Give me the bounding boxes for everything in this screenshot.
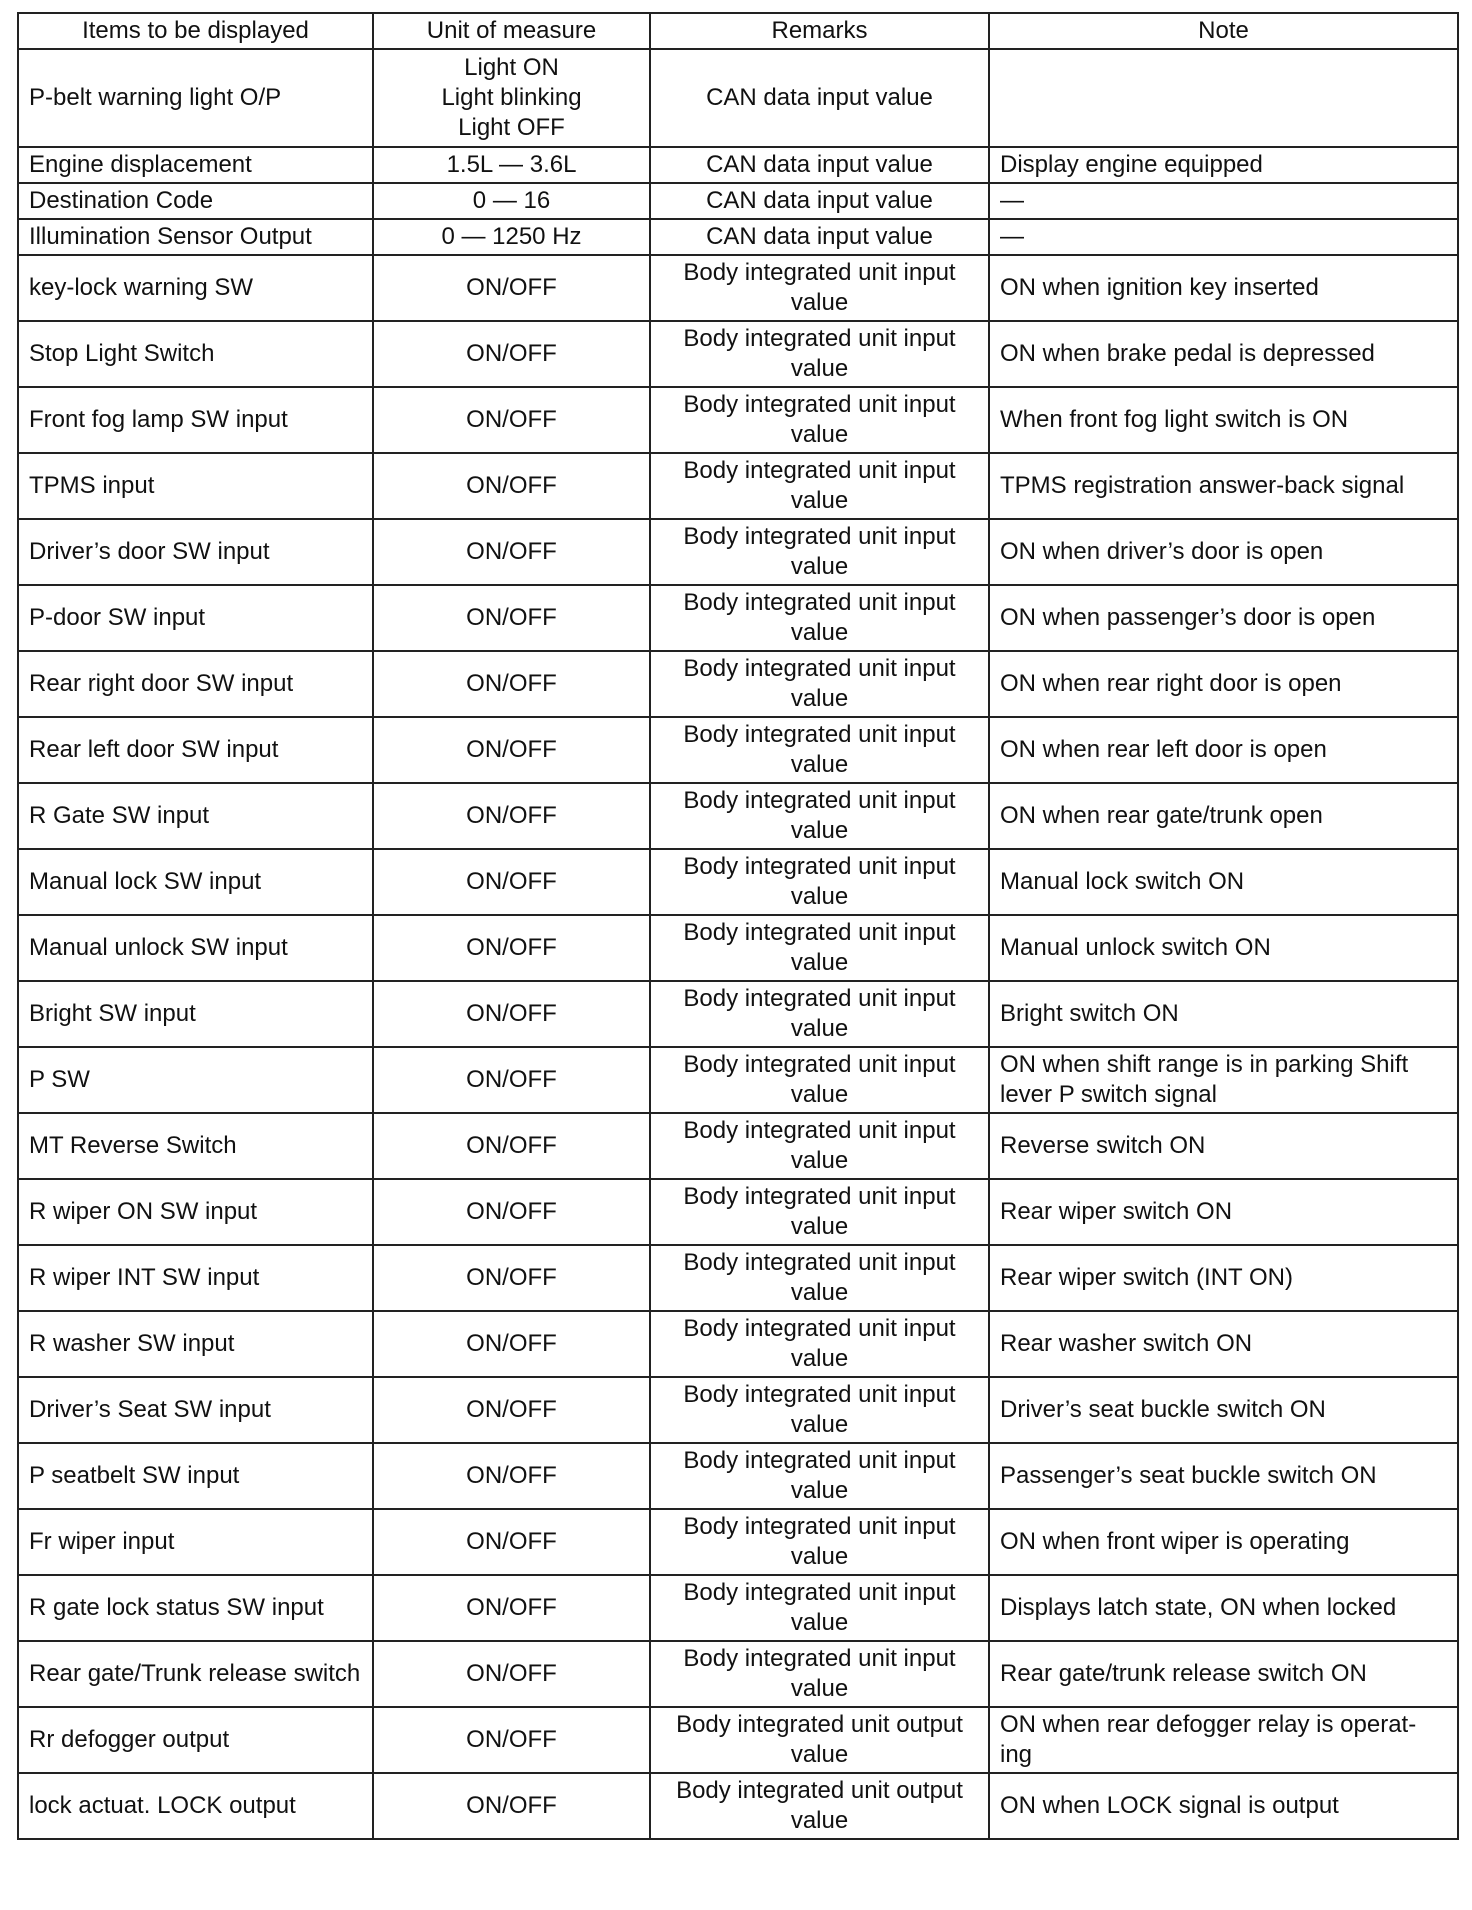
remark-cell: Body integrated unit input value	[650, 387, 989, 453]
table-row	[18, 915, 1458, 981]
remark-cell: Body integrated unit input value	[650, 651, 989, 717]
unit-cell	[373, 717, 650, 783]
remark-cell: Body integrated unit input value	[650, 453, 989, 519]
unit-value: ON/OFF	[466, 538, 557, 565]
table-row	[18, 849, 1458, 915]
unit-cell	[373, 981, 650, 1047]
remark-cell: Body integrated unit input value	[650, 1641, 989, 1707]
note-cell: Reverse switch ON	[989, 1113, 1458, 1179]
note-cell: Rear washer switch ON	[989, 1311, 1458, 1377]
table-row	[18, 387, 1458, 453]
item-cell: R gate lock status SW input	[18, 1575, 373, 1641]
item-cell: Stop Light Switch	[18, 321, 373, 387]
item-cell: MT Reverse Switch	[18, 1113, 373, 1179]
remark-cell: Body integrated unit input value	[650, 717, 989, 783]
remark-cell: Body integrated unit input value	[650, 1047, 989, 1113]
unit-cell	[373, 1443, 650, 1509]
unit-cell	[373, 783, 650, 849]
unit-value: ON/OFF	[466, 1792, 557, 1819]
table-row	[18, 783, 1458, 849]
remark-cell: Body integrated unit input value	[650, 321, 989, 387]
item-cell: R Gate SW input	[18, 783, 373, 849]
unit-value: 0 — 16	[472, 187, 551, 214]
table-row	[18, 717, 1458, 783]
unit-cell	[373, 183, 650, 219]
unit-value: 1.5L — 3.6L	[446, 151, 577, 178]
remark-cell: Body integrated unit input value	[650, 1443, 989, 1509]
item-cell: key-lock warning SW	[18, 255, 373, 321]
unit-value: ON/OFF	[466, 868, 557, 895]
unit-value: ON/OFF	[466, 1330, 557, 1357]
unit-value: ON/OFF	[466, 1594, 557, 1621]
remark-cell: Body integrated unit input value	[650, 981, 989, 1047]
unit-cell	[373, 1773, 650, 1839]
note-cell: —	[989, 219, 1458, 255]
note-cell: ON when rear defogger relay is operat-ing	[989, 1707, 1458, 1773]
unit-value: ON/OFF	[466, 736, 557, 763]
table-row	[18, 255, 1458, 321]
unit-value: ON/OFF	[466, 934, 557, 961]
unit-cell	[373, 519, 650, 585]
unit-cell	[373, 1641, 650, 1707]
note-cell: ON when ignition key inserted	[989, 255, 1458, 321]
table-row	[18, 1245, 1458, 1311]
unit-cell	[373, 1179, 650, 1245]
remark-cell: Body integrated unit input value	[650, 1113, 989, 1179]
item-cell: Manual lock SW input	[18, 849, 373, 915]
remark-cell: Body integrated unit input value	[650, 783, 989, 849]
unit-cell	[373, 147, 650, 183]
unit-value: ON/OFF	[466, 1528, 557, 1555]
unit-value: ON/OFF	[466, 1396, 557, 1423]
table-row	[18, 1047, 1458, 1113]
table-row	[18, 1443, 1458, 1509]
remark-cell: CAN data input value	[650, 147, 989, 183]
table-row	[18, 1707, 1458, 1773]
unit-value: ON/OFF	[466, 802, 557, 829]
remark-cell: CAN data input value	[650, 183, 989, 219]
unit-value: ON/OFF	[466, 1660, 557, 1687]
item-cell: Destination Code	[18, 183, 373, 219]
unit-value: 0 — 1250 Hz	[441, 223, 582, 250]
remark-cell: Body integrated unit input value	[650, 585, 989, 651]
remark-cell: CAN data input value	[650, 49, 989, 147]
remark-cell: Body integrated unit input value	[650, 1509, 989, 1575]
unit-cell	[373, 1707, 650, 1773]
note-cell: ON when shift range is in parking Shift lever P switch signal	[989, 1047, 1458, 1113]
note-cell: —	[989, 183, 1458, 219]
unit-value: ON/OFF	[466, 670, 557, 697]
note-cell: ON when brake pedal is depressed	[989, 321, 1458, 387]
note-cell: ON when rear right door is open	[989, 651, 1458, 717]
unit-cell	[373, 453, 650, 519]
unit-cell	[373, 1377, 650, 1443]
item-cell: lock actuat. LOCK output	[18, 1773, 373, 1839]
unit-value: ON/OFF	[466, 1264, 557, 1291]
unit-cell	[373, 49, 650, 147]
unit-cell	[373, 1047, 650, 1113]
note-cell: ON when driver’s door is open	[989, 519, 1458, 585]
unit-value: ON/OFF	[466, 1198, 557, 1225]
unit-value: ON/OFF	[466, 340, 557, 367]
table-row	[18, 981, 1458, 1047]
unit-cell	[373, 219, 650, 255]
header-remarks: Remarks	[650, 13, 989, 49]
unit-value: ON/OFF	[466, 1132, 557, 1159]
note-cell: Display engine equipped	[989, 147, 1458, 183]
table-row	[18, 1377, 1458, 1443]
table-row	[18, 49, 1458, 147]
item-cell: P-door SW input	[18, 585, 373, 651]
remark-cell: Body integrated unit output value	[650, 1707, 989, 1773]
table-row	[18, 219, 1458, 255]
item-cell: TPMS input	[18, 453, 373, 519]
note-cell: TPMS registration answer-back signal	[989, 453, 1458, 519]
note-cell: ON when front wiper is operating	[989, 1509, 1458, 1575]
table-row	[18, 1509, 1458, 1575]
item-cell: R washer SW input	[18, 1311, 373, 1377]
table-row	[18, 1575, 1458, 1641]
item-cell: P SW	[18, 1047, 373, 1113]
note-cell: When front fog light switch is ON	[989, 387, 1458, 453]
item-cell: R wiper INT SW input	[18, 1245, 373, 1311]
unit-value: ON/OFF	[466, 1462, 557, 1489]
unit-cell	[373, 1509, 650, 1575]
unit-cell	[373, 255, 650, 321]
note-cell	[989, 49, 1458, 147]
item-cell: Driver’s door SW input	[18, 519, 373, 585]
unit-cell	[373, 1575, 650, 1641]
table-row	[18, 519, 1458, 585]
header-note: Note	[989, 13, 1458, 49]
table-row	[18, 585, 1458, 651]
unit-value: ON/OFF	[466, 1000, 557, 1027]
note-cell: Rear wiper switch ON	[989, 1179, 1458, 1245]
remark-cell: Body integrated unit input value	[650, 849, 989, 915]
unit-cell	[373, 321, 650, 387]
note-cell: Driver’s seat buckle switch ON	[989, 1377, 1458, 1443]
unit-cell	[373, 651, 650, 717]
table-row	[18, 453, 1458, 519]
item-cell: Rear left door SW input	[18, 717, 373, 783]
unit-value: Light OFF	[458, 114, 565, 141]
unit-cell	[373, 585, 650, 651]
unit-value: Light ON	[464, 54, 559, 81]
remark-cell: Body integrated unit output value	[650, 1773, 989, 1839]
header-items: Items to be displayed	[18, 13, 373, 49]
remark-cell: Body integrated unit input value	[650, 519, 989, 585]
item-cell: R wiper ON SW input	[18, 1179, 373, 1245]
table-row	[18, 1113, 1458, 1179]
remark-cell: Body integrated unit input value	[650, 915, 989, 981]
unit-cell	[373, 915, 650, 981]
unit-value: Light blinking	[441, 84, 582, 111]
unit-cell	[373, 387, 650, 453]
table-body	[18, 49, 1458, 1839]
table-row	[18, 183, 1458, 219]
item-cell: Rear gate/Trunk release switch	[18, 1641, 373, 1707]
table-row	[18, 147, 1458, 183]
display-items-table	[17, 12, 1459, 1840]
item-cell: P-belt warning light O/P	[18, 49, 373, 147]
unit-value: ON/OFF	[466, 274, 557, 301]
unit-value: ON/OFF	[466, 1066, 557, 1093]
unit-cell	[373, 1113, 650, 1179]
unit-cell	[373, 1245, 650, 1311]
table-row	[18, 1311, 1458, 1377]
unit-value: ON/OFF	[466, 1726, 557, 1753]
header-unit: Unit of measure	[373, 13, 650, 49]
unit-cell	[373, 849, 650, 915]
item-cell: Bright SW input	[18, 981, 373, 1047]
item-cell: Rear right door SW input	[18, 651, 373, 717]
remark-cell: Body integrated unit input value	[650, 255, 989, 321]
header-row	[18, 13, 1458, 49]
note-cell: ON when LOCK signal is output	[989, 1773, 1458, 1839]
note-cell: Rear wiper switch (INT ON)	[989, 1245, 1458, 1311]
unit-value: ON/OFF	[466, 406, 557, 433]
item-cell: Engine displacement	[18, 147, 373, 183]
note-cell: ON when passenger’s door is open	[989, 585, 1458, 651]
item-cell: Rr defogger output	[18, 1707, 373, 1773]
table-row	[18, 1773, 1458, 1839]
remark-cell: Body integrated unit input value	[650, 1311, 989, 1377]
item-cell: Illumination Sensor Output	[18, 219, 373, 255]
item-cell: Fr wiper input	[18, 1509, 373, 1575]
note-cell: ON when rear gate/trunk open	[989, 783, 1458, 849]
remark-cell: Body integrated unit input value	[650, 1377, 989, 1443]
table-row	[18, 321, 1458, 387]
table-row	[18, 1179, 1458, 1245]
table-row	[18, 1641, 1458, 1707]
item-cell: Driver’s Seat SW input	[18, 1377, 373, 1443]
note-cell: Bright switch ON	[989, 981, 1458, 1047]
table-row	[18, 651, 1458, 717]
unit-value: ON/OFF	[466, 472, 557, 499]
item-cell: Front fog lamp SW input	[18, 387, 373, 453]
item-cell: P seatbelt SW input	[18, 1443, 373, 1509]
unit-value: ON/OFF	[466, 604, 557, 631]
item-cell: Manual unlock SW input	[18, 915, 373, 981]
note-cell: ON when rear left door is open	[989, 717, 1458, 783]
note-cell: Manual lock switch ON	[989, 849, 1458, 915]
note-cell: Manual unlock switch ON	[989, 915, 1458, 981]
note-cell: Passenger’s seat buckle switch ON	[989, 1443, 1458, 1509]
note-cell: Displays latch state, ON when locked	[989, 1575, 1458, 1641]
remark-cell: Body integrated unit input value	[650, 1245, 989, 1311]
remark-cell: CAN data input value	[650, 219, 989, 255]
note-cell: Rear gate/trunk release switch ON	[989, 1641, 1458, 1707]
unit-cell	[373, 1311, 650, 1377]
remark-cell: Body integrated unit input value	[650, 1179, 989, 1245]
remark-cell: Body integrated unit input value	[650, 1575, 989, 1641]
